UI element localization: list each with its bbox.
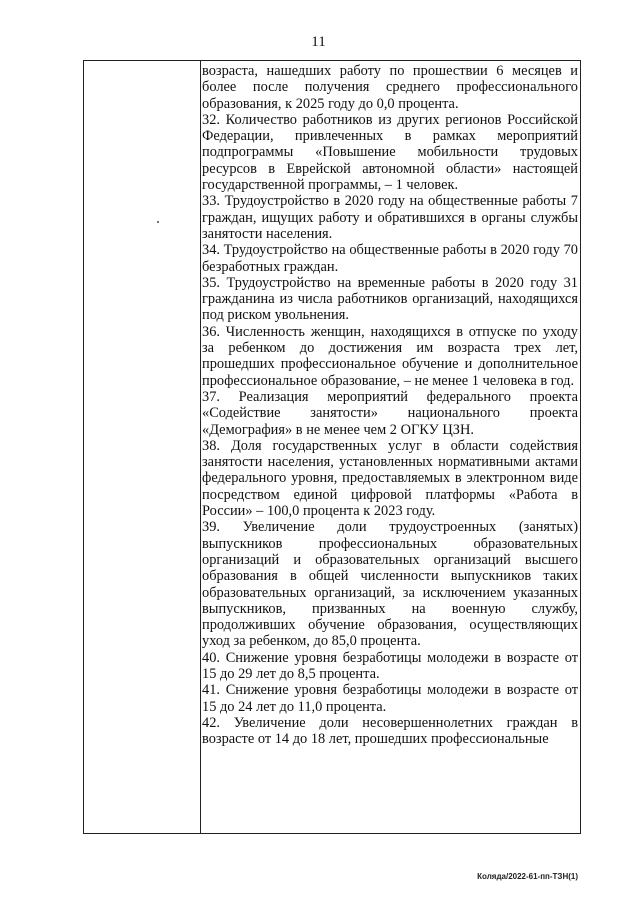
paragraph-38: 38. Доля государственных услуг в области содействия занятости населения, установленных нормативными актами федерального уровня, предоставляемых в электронном виде посредством единой цифровой платформы «Работа в России» – 100,0 процента к 2023 году. <box>202 437 578 520</box>
paragraph-34: 34. Трудоустройство на общественные работы в 2020 году 70 безработных граждан. <box>202 242 578 275</box>
paragraph-36: 36. Численность женщин, находящихся в отпуске по уходу за ребенком до достижения им возраста трех лет, прошедших профессиональное обучение и дополнительное профессиональное образование, – не менее 1 человека в год. <box>202 323 578 389</box>
table-left-column <box>84 61 201 833</box>
document-table <box>83 60 581 834</box>
paragraph-32: 32. Количество работников из других регионов Российской Федерации, привлеченных в рамках мероприятий подпрограммы «Повышение мобильности трудовых ресурсов в Еврейской автономной области» настоящей государственной программы, – 1 человек. <box>202 111 578 194</box>
paragraph-40: 40. Снижение уровня безработицы молодежи в возрасте от 15 до 29 лет до 8,5 процента. <box>202 649 578 682</box>
paragraph-37: 37. Реализация мероприятий федерального проекта «Содействие занятости» национального проекта «Демография» в не менее чем 2 ОГКУ ЦЗН. <box>202 388 578 438</box>
table-right-column <box>202 63 578 747</box>
document-footer-code: Коляда/2022-61-пп-ТЗН(1) <box>477 872 578 881</box>
paragraph-42: 42. Увеличение доли несовершеннолетних граждан в возрасте от 14 до 18 лет, прошедших профессиональные <box>202 714 578 748</box>
paragraph-33: 33. Трудоустройство в 2020 году на общественные работы 7 граждан, ищущих работу и обратившихся в органы службы занятости населения. <box>202 193 578 242</box>
paragraph-39: 39. Увеличение доли трудоустроенных (занятых) выпускников профессиональных образовательных организаций и образовательных организаций высшего образования в общей численности выпускников таких образовательных организаций, за исключением указанных выпускников, призванных на военную службу, продолживших обучение образования, осуществляющих уход за ребенком, до 85,0 процента. <box>202 519 578 650</box>
scan-mark <box>157 221 159 223</box>
paragraph-35: 35. Трудоустройство на временные работы в 2020 году 31 гражданина из числа работников организаций, находящихся под риском увольнения. <box>202 274 578 324</box>
paragraph-41: 41. Снижение уровня безработицы молодежи в возрасте от 15 до 24 лет до 11,0 процента. <box>202 682 578 715</box>
paragraph-continuation: возраста, нашедших работу по прошествии 6 месяцев и более после получения среднего профессионального образования, к 2025 году до 0,0 процента. <box>202 63 578 112</box>
page-number: 11 <box>311 34 326 50</box>
